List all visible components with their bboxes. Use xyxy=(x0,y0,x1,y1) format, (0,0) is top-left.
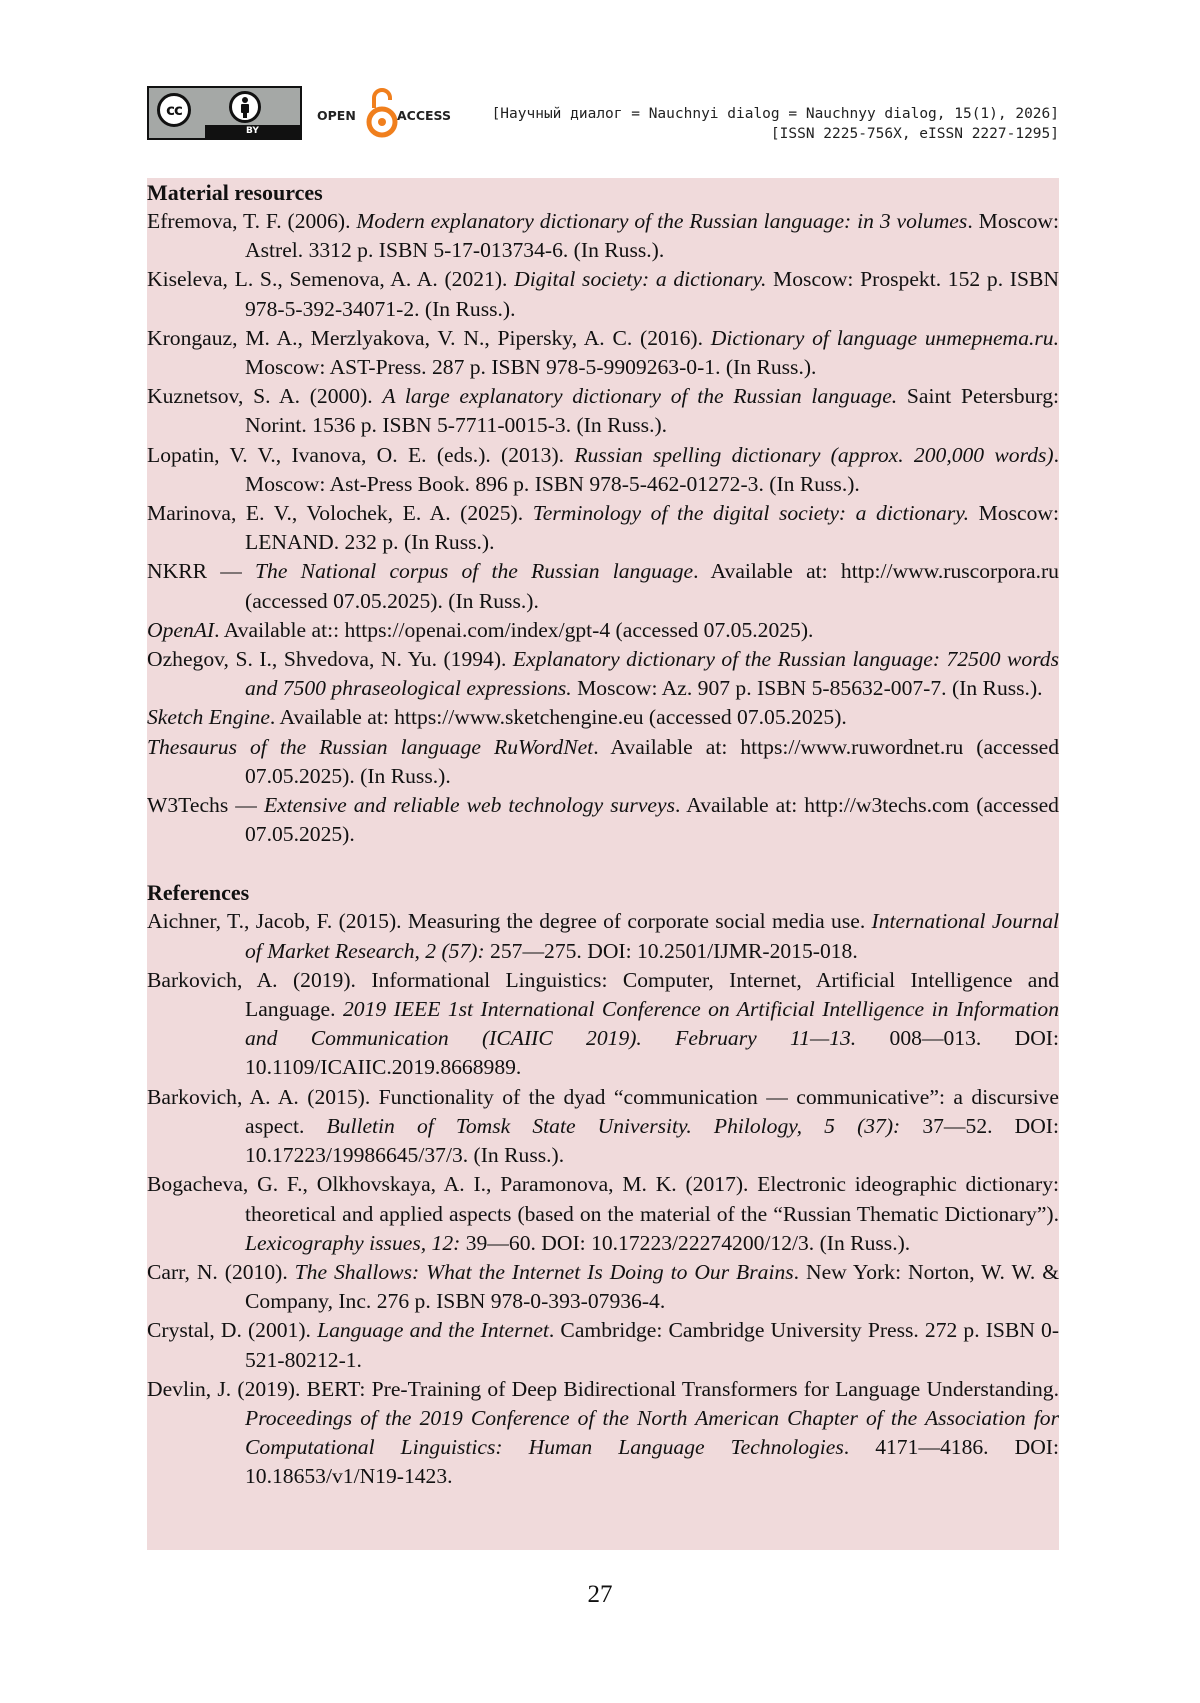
cc-by-license-badge xyxy=(147,86,302,140)
references-list xyxy=(147,907,1059,1491)
reference-entry: Carr, N. (2010). The Shallows: What the Internet Is Doing to Our Brains. New York: Norton, W. W. & Company, Inc. 276 p. ISBN 978-0-393-07936-4. xyxy=(147,1259,1059,1314)
material-entry: Ozhegov, S. I., Shvedova, N. Yu. (1994). Explanatory dictionary of the Russian language: 72500 words and 7500 phraseological expressions. Moscow: Az. 907 p. ISBN 5-85632-007-7. (In Russ.). xyxy=(147,647,1059,701)
reference-entry: Barkovich, A. (2019). Informational Linguistics: Computer, Internet, Artificial Intelligence and Language. 2019 IEEE 1st International Conference on Artificial Intelligence in Information and Communication (ICAIIC 2019). February 11—13. 008—013. DOI: 10.1109/ICAIIC.2019.8668989. xyxy=(147,967,1060,1080)
cc-icon: cc xyxy=(157,93,191,127)
reference-entry: Barkovich, A. A. (2015). Functionality of the dyad “communication — communicative”: a discursive aspect. Bulletin of Tomsk State University. Philology, 5 (37): 37—52. DOI: 10.17223/19986645/37/3. (In Russ.). xyxy=(147,1084,1060,1168)
page-header xyxy=(147,86,1059,142)
open-access-logo xyxy=(317,86,467,140)
material-entry: NKRR — The National corpus of the Russian language. Available at: http://www.ruscorpora.ru (accessed 07.05.2025). (In Russ.). xyxy=(147,559,1059,613)
oa-access-text: ACCESS xyxy=(397,108,452,123)
by-label: BY xyxy=(205,125,300,138)
highlighted-content xyxy=(147,178,1059,1550)
material-entry: Lopatin, V. V., Ivanova, O. E. (eds.). (2013). Russian spelling dictionary (approx. 200,000 words). Moscow: Ast-Press Book. 896 p. ISBN 978-5-462-01272-3. (In Russ.). xyxy=(147,442,1059,496)
journal-citation: [Научный диалог = Nauchnyi dialog = Nauchnyy dialog, 15(1), 2026] xyxy=(491,106,1059,122)
section-spacer xyxy=(147,849,1059,878)
oa-open-text: OPEN xyxy=(317,108,356,123)
material-entry: W3Techs — Extensive and reliable web technology surveys. Available at: http://w3techs.com (accessed 07.05.2025). xyxy=(147,793,1059,847)
person-icon xyxy=(232,94,258,120)
page-number: 27 xyxy=(587,1581,613,1608)
material-entry: Marinova, E. V., Volochek, E. A. (2025). Terminology of the digital society: a dictionary. Moscow: LENAND. 232 p. (In Russ.). xyxy=(147,501,1059,555)
material-entry: Thesaurus of the Russian language RuWordNet. Available at: https://www.ruwordnet.ru (accessed 07.05.2025). (In Russ.). xyxy=(147,734,1060,788)
material-resources-list xyxy=(147,207,1059,849)
attribution-person-icon xyxy=(229,91,261,123)
material-resources-heading: Material resources xyxy=(147,180,323,205)
reference-entry: Devlin, J. (2019). BERT: Pre-Training of Deep Bidirectional Transformers for Language Understanding. Proceedings of the 2019 Conference of the North American Chapter of the Association for Computational Linguistics: Human Language Technologies. 4171—4186. DOI: 10.18653/v1/N19-1423. xyxy=(147,1376,1059,1489)
material-entry: Efremova, T. F. (2006). Modern explanatory dictionary of the Russian language: in 3 volumes. Moscow: Astrel. 3312 p. ISBN 5-17-013734-6. (In Russ.). xyxy=(147,209,1059,263)
material-entry: Kuznetsov, S. A. (2000). A large explanatory dictionary of the Russian language. Saint Petersburg: Norint. 1536 p. ISBN 5-7711-0015-3. (In Russ.). xyxy=(147,384,1059,438)
reference-entry: Bogacheva, G. F., Olkhovskaya, A. I., Paramonova, M. K. (2017). Electronic ideographic dictionary: theoretical and applied aspects (based on the material of the “Russian Thematic Dictionary”). Lexicography issues, 12: 39—60. DOI: 10.17223/22274200/12/3. (In Russ.). xyxy=(147,1172,1059,1255)
material-entry: Krongauz, M. A., Merzlyakova, V. N., Pipersky, A. C. (2016). Dictionary of language интернета.ru. Moscow: AST-Press. 287 p. ISBN 978-5-9909263-0-1. (In Russ.). xyxy=(147,325,1059,380)
reference-entry: Crystal, D. (2001). Language and the Internet. Cambridge: Cambridge University Press. 272 p. ISBN 0-521-80212-1. xyxy=(147,1318,1060,1372)
reference-entry: Aichner, T., Jacob, F. (2015). Measuring the degree of corporate social media use. International Journal of Market Research, 2 (57): 257—275. DOI: 10.2501/IJMR-2015-018. xyxy=(147,909,1059,963)
journal-issn: [ISSN 2225-756X, eISSN 2227-1295] xyxy=(770,126,1059,142)
material-entry: Sketch Engine. Available at: https://www.sketchengine.eu (accessed 07.05.2025). xyxy=(147,705,847,730)
references-heading: References xyxy=(147,880,250,906)
material-entry: OpenAI. Available at:: https://openai.com/index/gpt-4 (accessed 07.05.2025). xyxy=(147,617,814,642)
material-entry: Kiseleva, L. S., Semenova, A. A. (2021). Digital society: a dictionary. Moscow: Prospekt. 152 p. ISBN 978-5-392-34071-2. (In Russ.). xyxy=(147,267,1059,321)
journal-info xyxy=(492,104,1059,144)
open-lock-icon xyxy=(365,86,399,140)
